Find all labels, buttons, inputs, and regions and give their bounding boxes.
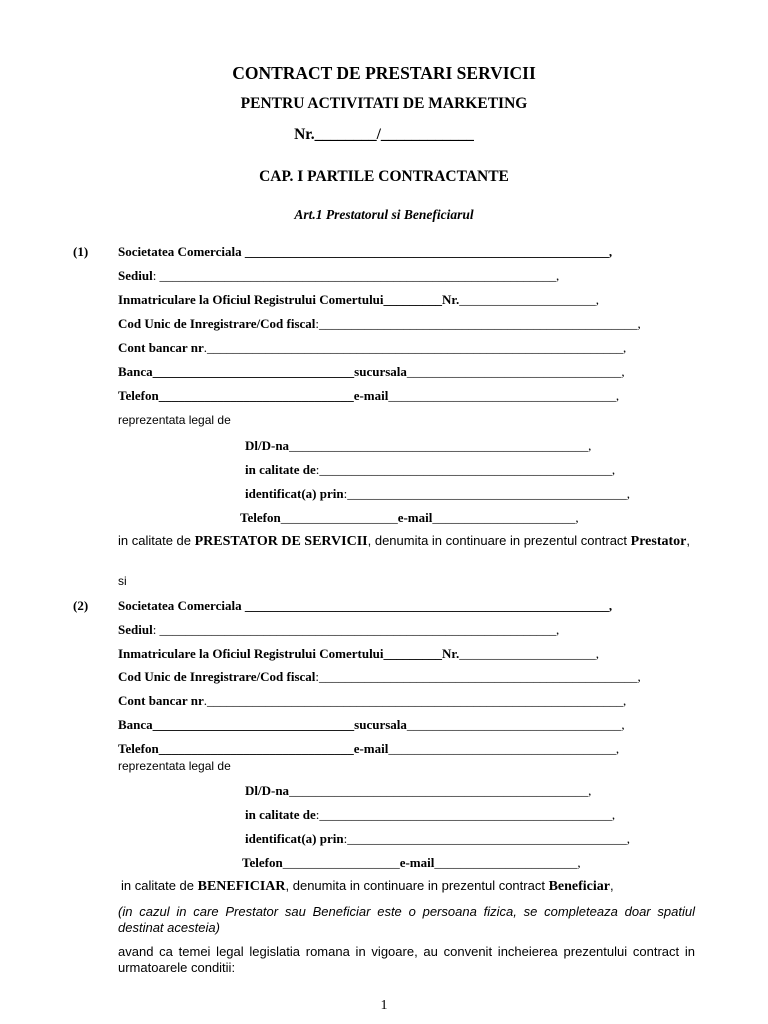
- party2-company-row: Societatea Comerciala ________________________________________________________,: [118, 598, 613, 613]
- party2-seat-row: Sediul: _____________________________________________________________,: [118, 622, 560, 637]
- party1-rep-quality-row: in calitate de:_____________________________________________,: [245, 462, 616, 477]
- party1-bank-row: Banca_______________________________sucursala_________________________________,: [118, 364, 625, 379]
- party1-registration-row: Inmatriculare la Oficiul Registrului Comertului_________Nr._____________________,: [118, 292, 599, 307]
- party1-company-row: Societatea Comerciala ________________________________________________________,: [118, 244, 613, 259]
- party2-rep-phone-row: Telefon__________________e-mail______________________,: [242, 855, 581, 870]
- party2-registration-row: Inmatriculare la Oficiul Registrului Comertului_________Nr._____________________,: [118, 646, 599, 661]
- chapter-heading: CAP. I PARTILE CONTRACTANTE: [259, 168, 509, 185]
- document-title: CONTRACT DE PRESTARI SERVICII: [232, 63, 536, 83]
- natural-person-note: (in cazul in care Prestator sau Beneficiar este o persoana fizica, se completeaza doar spatiul destinat acesteia): [118, 904, 695, 935]
- party1-rep-name-row: Dl/D-na______________________________________________,: [245, 438, 592, 453]
- party1-phone-row: Telefon______________________________e-mail___________________________________,: [118, 388, 620, 403]
- and-text: si: [118, 574, 127, 588]
- party1-rep-text: reprezentata legal de: [118, 413, 231, 427]
- party1-number: (1): [73, 244, 89, 259]
- party1-rep-phone-row: Telefon__________________e-mail______________________,: [240, 510, 579, 525]
- party2-bank-account-row: Cont bancar nr.________________________________________________________________,: [118, 693, 627, 708]
- party2-role-text: in calitate de BENEFICIAR, denumita in continuare in prezentul contract Beneficiar,: [121, 878, 614, 894]
- party1-bank-account-row: Cont bancar nr.________________________________________________________________,: [118, 340, 627, 355]
- party2-cui-row: Cod Unic de Inregistrare/Cod fiscal:_________________________________________________,: [118, 669, 641, 684]
- party2-number: (2): [73, 598, 89, 613]
- document-subtitle: PENTRU ACTIVITATI DE MARKETING: [240, 95, 528, 112]
- page-number: 1: [380, 998, 388, 1013]
- party2-bank-row: Banca_______________________________sucursala_________________________________,: [118, 717, 625, 732]
- party2-rep-name-row: Dl/D-na______________________________________________,: [245, 783, 592, 798]
- party1-role-text: in calitate de PRESTATOR DE SERVICII, denumita in continuare in prezentul contract Prestator,: [118, 533, 690, 549]
- party2-phone-row: Telefon______________________________e-mail___________________________________,: [118, 741, 620, 756]
- party2-rep-id-row: identificat(a) prin:___________________________________________,: [245, 831, 630, 846]
- contract-number: Nr.________/____________: [294, 126, 474, 143]
- closing-paragraph: avand ca temei legal legislatia romana in vigoare, au convenit incheierea prezentului contract in urmatoarele conditii:: [118, 944, 695, 975]
- party1-seat-row: Sediul: _____________________________________________________________,: [118, 268, 560, 283]
- party2-rep-quality-row: in calitate de:_____________________________________________,: [245, 807, 616, 822]
- party1-cui-row: Cod Unic de Inregistrare/Cod fiscal:_________________________________________________,: [118, 316, 641, 331]
- article-heading: Art.1 Prestatorul si Beneficiarul: [294, 207, 474, 222]
- party2-rep-text: reprezentata legal de: [118, 759, 231, 773]
- party1-rep-id-row: identificat(a) prin:___________________________________________,: [245, 486, 630, 501]
